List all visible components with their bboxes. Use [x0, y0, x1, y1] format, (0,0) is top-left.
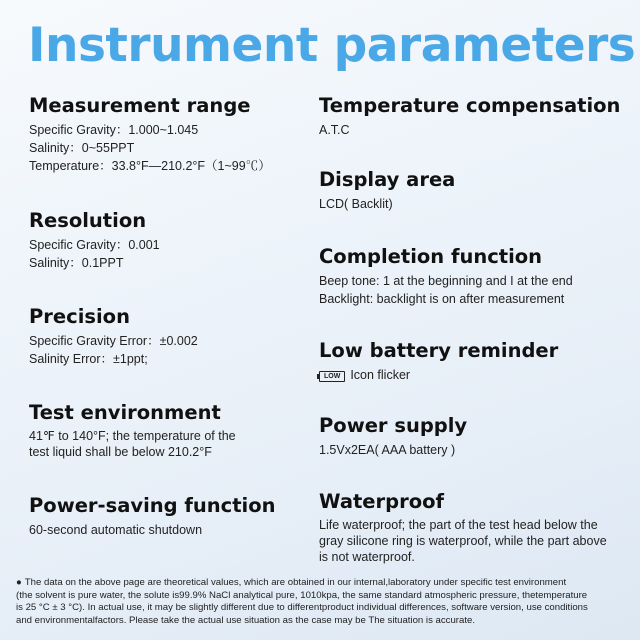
- measurement-range-heading: Measurement range: [29, 94, 251, 117]
- waterproof-line-2: gray silicone ring is waterproof, while the part above: [319, 534, 607, 548]
- low-battery-row: [319, 366, 558, 384]
- test-environment-section: [29, 401, 236, 460]
- display-area-value: LCD( Backlit): [319, 197, 393, 211]
- salinity-error: Salinity Error：±1ppt;: [29, 352, 148, 366]
- specific-gravity-resolution: Specific Gravity：0.001: [29, 238, 160, 252]
- backlight-text: Backlight: backlight is on after measurement: [319, 292, 565, 306]
- low-battery-icon: LOW: [319, 371, 345, 382]
- temperature-compensation-value: A.T.C: [319, 123, 350, 137]
- power-supply-section: [319, 414, 467, 459]
- footnote-bullet: ●: [16, 577, 22, 588]
- specific-gravity-error: Specific Gravity Error：±0.002: [29, 334, 198, 348]
- page-title: Instrument parameters: [28, 18, 636, 73]
- measurement-range-section: [29, 94, 271, 175]
- resolution-section: [29, 209, 160, 272]
- test-environment-heading: Test environment: [29, 401, 221, 424]
- footnote-line-3: is 25 °C ± 3 °C). In actual use, it may be slightly different due to differentproduct individual differences, software version, use conditions: [16, 602, 588, 614]
- power-saving-text: 60-second automatic shutdown: [29, 523, 203, 537]
- power-saving-heading: Power-saving function: [29, 494, 276, 517]
- display-area-heading: Display area: [319, 168, 456, 191]
- test-environment-line-2: test liquid shall be below 210.2°F: [29, 445, 212, 459]
- completion-function-heading: Completion function: [319, 245, 543, 268]
- waterproof-heading: Waterproof: [319, 490, 444, 513]
- temperature-range: Temperature：33.8°F—210.2°F（1~99℃）: [29, 159, 271, 173]
- power-supply-heading: Power supply: [319, 414, 468, 437]
- low-battery-heading: Low battery reminder: [319, 339, 559, 362]
- low-battery-section: [319, 339, 558, 384]
- precision-heading: Precision: [29, 305, 130, 328]
- temperature-compensation-section: [319, 94, 620, 139]
- waterproof-line-3: is not waterproof.: [319, 550, 415, 564]
- salinity-range: Salinity：0~55PPT: [29, 141, 135, 155]
- waterproof-section: [319, 490, 607, 565]
- waterproof-line-1: Life waterproof; the part of the test head below the: [319, 518, 598, 532]
- power-saving-section: [29, 494, 276, 539]
- display-area-section: [319, 168, 455, 213]
- footnote-line-1: [16, 577, 628, 590]
- resolution-heading: Resolution: [29, 209, 147, 232]
- test-environment-line-1: 41℉ to 140°F; the temperature of the: [29, 429, 236, 443]
- low-battery-text: Icon flicker: [350, 368, 411, 382]
- temperature-compensation-heading: Temperature compensation: [319, 94, 621, 117]
- precision-section: [29, 305, 198, 368]
- footnote-line-2: (the solvent is pure water, the solute is99.9% NaCl analytical pure, 1010kpa, the same standard atmospheric pressure, thetemperature: [16, 589, 588, 601]
- specific-gravity-range: Specific Gravity：1.000~1.045: [29, 123, 199, 137]
- beep-tone-text: Beep tone: 1 at the beginning and I at the end: [319, 274, 573, 288]
- footnote-text-1: The data on the above page are theoretical values, which are obtained in our internal,laboratory under specific test environment: [24, 577, 567, 588]
- power-supply-value: 1.5Vx2EA( AAA battery ): [319, 443, 456, 457]
- salinity-resolution: Salinity：0.1PPT: [29, 256, 124, 270]
- footnote: [16, 577, 628, 627]
- completion-function-section: [319, 245, 573, 308]
- footnote-line-4: and environmentalfactors. Please take the actual use situation as the case may be The situation is accurate.: [16, 614, 475, 626]
